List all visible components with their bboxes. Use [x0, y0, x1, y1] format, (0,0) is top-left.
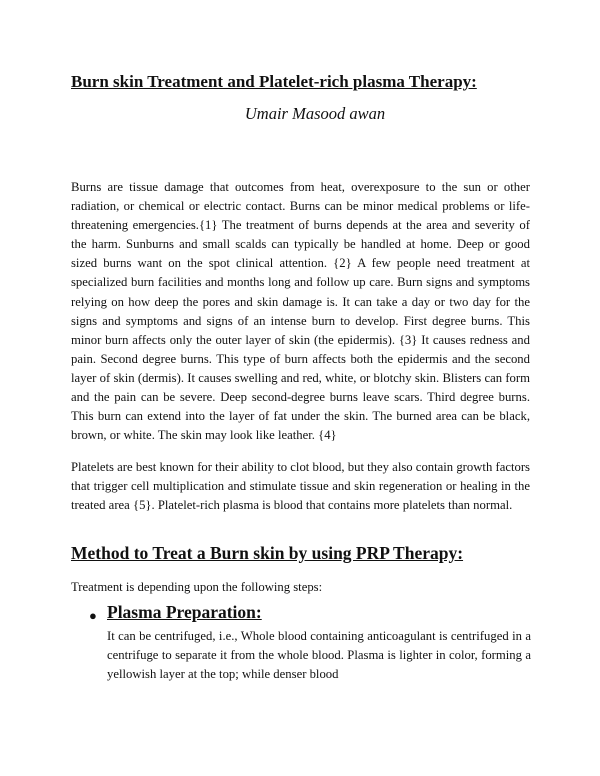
- document-author: Umair Masood awan: [244, 104, 386, 123]
- document-title: Burn skin Treatment and Platelet-rich plasma Therapy:: [71, 72, 477, 91]
- section-heading: Method to Treat a Burn skin by using PRP Therapy:: [71, 543, 464, 563]
- bullet-item: [89, 602, 539, 628]
- bullet-heading: Plasma Preparation:: [107, 602, 262, 622]
- bullet-icon: ●: [89, 608, 97, 623]
- paragraph-burns: Burns are tissue damage that outcomes from heat, overexposure to the sun or other radiation, or chemical or electric contact. Burns can be minor medical problems or life-threatening emergencies.{1} The treatment of burns depends at the area and severity of the harm. Sunburns and small scalds can typically be handled at home. Deep or good sized burns want on the spot clinical attention. {2} A few people need treatment at specialized burn facilities and months long and follow up care. Burn signs and symptoms relying on how deep the pores and skin damage is. It can take a day or two day for the signs and symptoms and signs of an intense burn to develop. First degree burns. This minor burn affects only the outer layer of skin (the epidermis). {3} It causes redness and pain. Second degree burns. This type of burn affects both the epidermis and the second layer of skin (dermis). It causes swelling and red, white, or blotchy skin. Blisters can form and the pain can be severe. Deep second-degree burns leave scars. Third degree burns. This burn can extend into the layer of fat under the skin. The burned area can be black, brown, or white. The skin may look like leather. {4}: [71, 180, 530, 443]
- paragraph-platelets: Platelets are best known for their ability to clot blood, but they also contain growth factors that trigger cell multiplication and stimulate tissue and skin regeneration or healing in the treated area {5}. Platelet-rich plasma is blood that contains more platelets than normal.: [71, 460, 530, 513]
- section-intro: Treatment is depending upon the following steps:: [71, 580, 323, 594]
- bullet-text: It can be centrifuged, i.e., Whole blood containing anticoagulant is centrifuged in a centrifuge to separate it from the whole blood. Plasma is lighter in color, forming a yellowish layer at the top; while denser blood: [107, 629, 531, 682]
